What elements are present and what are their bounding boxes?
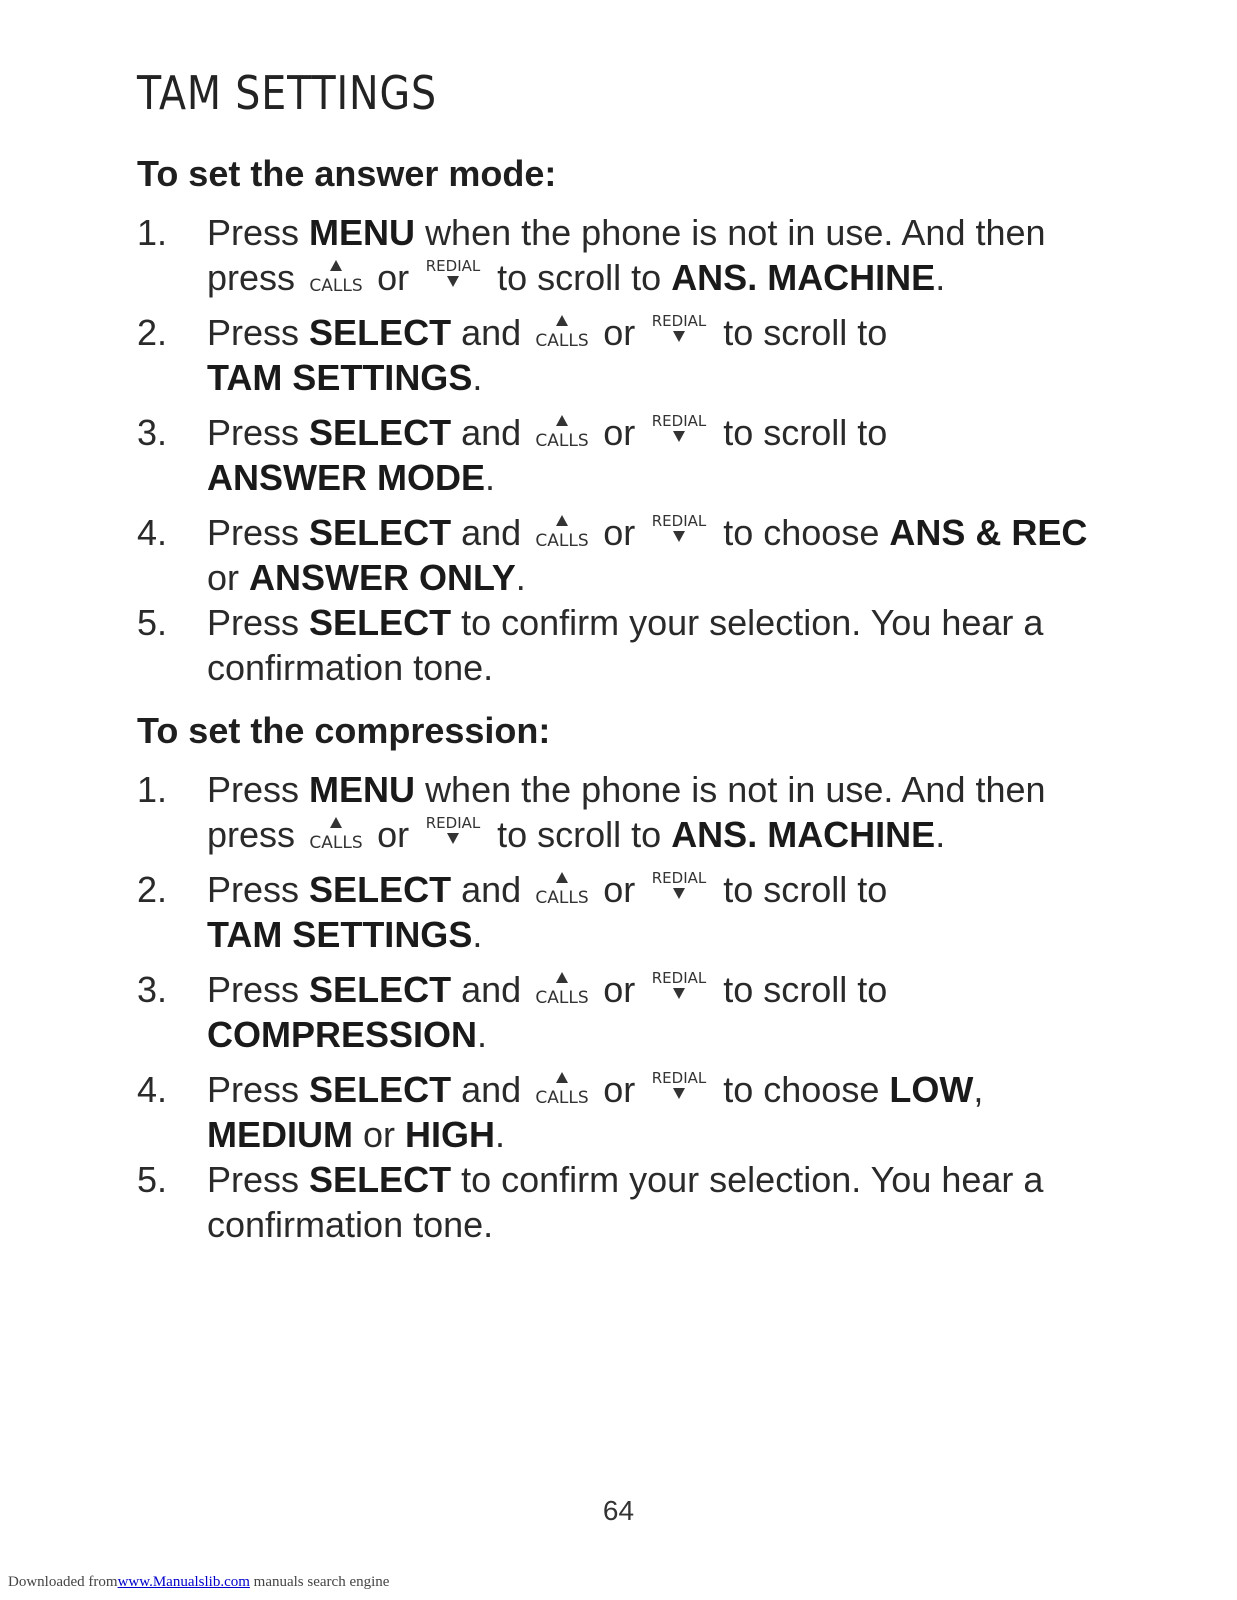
step-number: 1. [137, 212, 168, 253]
svg-text:REDIAL: REDIAL [651, 513, 707, 530]
list-item: 1. Press MENU when the phone is not in use. And then press CALLS or REDIAL to scroll to ANS. MACHINE. [137, 769, 1046, 855]
page-number: 64 [602, 1495, 635, 1526]
redial-down-icon [423, 258, 483, 294]
redial-down-icon [649, 513, 709, 549]
redial-down-icon [649, 1070, 709, 1106]
list-item: 2. Press SELECT and CALLS or REDIAL to scroll to TAM SETTINGS. [137, 869, 888, 955]
step-number: 4. [137, 1069, 168, 1110]
step-number: 5. [137, 1159, 168, 1200]
section-heading: To set the compression: [137, 710, 551, 751]
calls-up-icon [535, 1070, 589, 1106]
svg-text:REDIAL: REDIAL [651, 870, 707, 887]
step-number: 3. [137, 412, 168, 453]
steps-list [137, 210, 1137, 690]
svg-text:CALLS: CALLS [309, 276, 363, 294]
list-item: 5. Press SELECT to confirm your selection. You hear a confirmation tone. [137, 1159, 1044, 1245]
manualslib-link[interactable]: www.Manualslib.com [117, 1574, 250, 1590]
calls-up-icon [535, 870, 589, 906]
list-item: 3. Press SELECT and CALLS or REDIAL to scroll to ANSWER MODE. [137, 412, 888, 498]
svg-text:CALLS: CALLS [309, 833, 363, 851]
calls-up-icon [309, 815, 363, 851]
svg-text:REDIAL: REDIAL [651, 1070, 707, 1087]
svg-text:CALLS: CALLS [535, 531, 589, 549]
footer: Downloaded fromwww.Manualslib.com manuals search engine [8, 1574, 390, 1590]
list-item: 4. Press SELECT and CALLS or REDIAL to choose ANS & REC or ANSWER ONLY. [137, 512, 1088, 598]
redial-down-icon [649, 970, 709, 1006]
calls-up-icon [309, 258, 363, 294]
svg-text:CALLS: CALLS [535, 1088, 589, 1106]
svg-text:REDIAL: REDIAL [651, 313, 707, 330]
page-title: TAM SETTINGS [137, 66, 437, 120]
calls-up-icon [535, 970, 589, 1006]
svg-text:CALLS: CALLS [535, 988, 589, 1006]
redial-down-icon [649, 313, 709, 349]
step-number: 3. [137, 969, 168, 1010]
list-item: 3. Press SELECT and CALLS or REDIAL to scroll to COMPRESSION. [137, 969, 888, 1055]
svg-text:REDIAL: REDIAL [651, 970, 707, 987]
step-number: 4. [137, 512, 168, 553]
redial-down-icon [649, 870, 709, 906]
list-item: 4. Press SELECT and CALLS or REDIAL to choose LOW, MEDIUM or HIGH. [137, 1069, 984, 1155]
calls-up-icon [535, 513, 589, 549]
step-number: 2. [137, 312, 168, 353]
svg-text:REDIAL: REDIAL [651, 413, 707, 430]
steps-list [137, 767, 1137, 1247]
section-heading: To set the answer mode: [137, 153, 557, 194]
redial-down-icon [649, 413, 709, 449]
list-item: 2. Press SELECT and CALLS or REDIAL to scroll to TAM SETTINGS. [137, 312, 888, 398]
step-number: 1. [137, 769, 168, 810]
step-number: 2. [137, 869, 168, 910]
redial-down-icon [423, 815, 483, 851]
svg-text:CALLS: CALLS [535, 888, 589, 906]
svg-text:CALLS: CALLS [535, 431, 589, 449]
calls-up-icon [535, 313, 589, 349]
list-item: 1. Press MENU when the phone is not in use. And then press CALLS or REDIAL to scroll to ANS. MACHINE. [137, 212, 1046, 298]
section-compression [137, 709, 1137, 1257]
calls-up-icon [535, 413, 589, 449]
svg-text:REDIAL: REDIAL [425, 258, 481, 275]
svg-text:REDIAL: REDIAL [425, 815, 481, 832]
step-number: 5. [137, 602, 168, 643]
svg-text:CALLS: CALLS [535, 331, 589, 349]
section-answer-mode [137, 152, 1137, 700]
list-item: 5. Press SELECT to confirm your selection. You hear a confirmation tone. [137, 602, 1044, 688]
